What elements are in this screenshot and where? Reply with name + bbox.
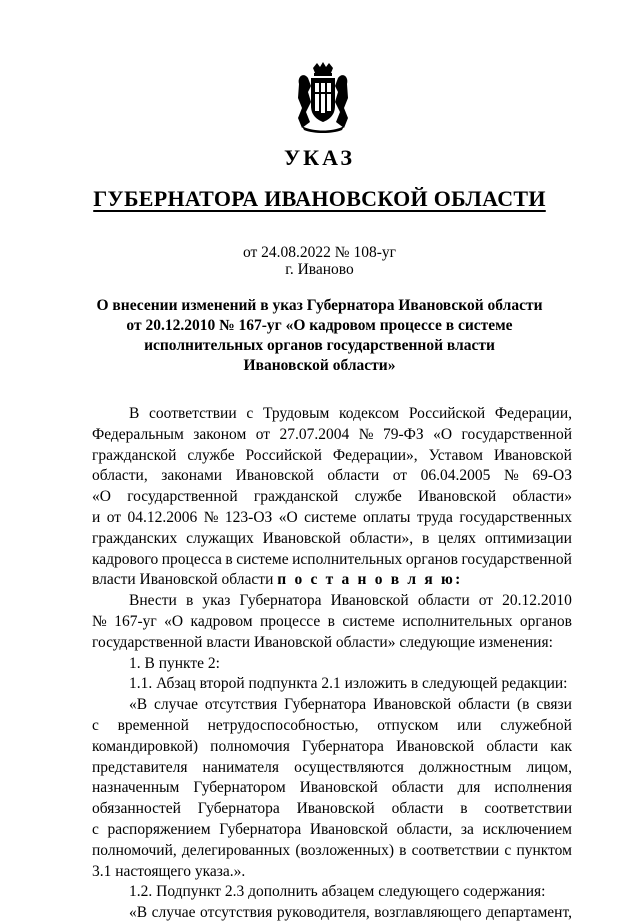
body-line: 3.1 настоящего указа.». xyxy=(92,862,246,880)
body-line: гражданских служащих Ивановской области», в целях оптимизации xyxy=(92,529,572,547)
body-line: полномочий, делегированных (возложенных) в соответствии с пунктом xyxy=(92,841,572,859)
document-date-number: от 24.08.2022 № 108-уг xyxy=(242,244,396,261)
body-line: 1.2. Подпункт 2.3 дополнить абзацем следующего содержания: xyxy=(129,883,546,901)
document-city: г. Иваново xyxy=(285,261,354,278)
document-type: УКАЗ xyxy=(283,145,356,170)
body-line: представителя нанимателя осуществляются должностным лицом, xyxy=(92,758,572,776)
body-line: области, законами Ивановской области от 06.04.2005 № 69-ОЗ xyxy=(92,467,572,485)
body-line: Федеральным законом от 27.07.2004 № 79-ФЗ «О государственной xyxy=(92,425,572,443)
heading-line: от 20.12.2010 № 167-уг «О кадровом процессе в системе xyxy=(126,317,513,334)
heading-line: исполнительных органов государственной власти xyxy=(144,337,495,354)
heading-line: О внесении изменений в указ Губернатора Ивановской области xyxy=(96,297,543,314)
body-line: кадрового процесса в системе исполнительных органов государственной xyxy=(92,550,572,568)
body-line: Внести в указ Губернатора Ивановской области от 20.12.2010 xyxy=(129,592,572,610)
date-block xyxy=(0,244,639,278)
body-line: обязанностей Губернатора Ивановской области в соответствии xyxy=(92,800,572,818)
body-line: «О государственной гражданской службе Ивановской области» xyxy=(92,488,572,506)
body-line: с распоряжением Губернатора Ивановской области, за исключением xyxy=(92,820,572,838)
body-line-text: власти Ивановской области xyxy=(92,571,274,589)
document-heading xyxy=(60,296,579,376)
decree-word: п о с т а н о в л я ю: xyxy=(277,571,463,589)
body-line: № 167-уг «О кадровом процессе в системе исполнительных органов xyxy=(92,612,572,630)
body-line: 1. В пункте 2: xyxy=(129,654,220,672)
body-line: и от 04.12.2006 № 123-ОЗ «О системе оплаты труда государственных xyxy=(92,508,572,526)
heading-line: Ивановской области» xyxy=(243,357,396,374)
body-line: В соответствии с Трудовым кодексом Российской Федерации, xyxy=(129,405,572,422)
body-line: 1.1. Абзац второй подпункта 2.1 изложить в следующей редакции: xyxy=(129,675,568,693)
document-body xyxy=(92,404,572,924)
issuing-authority: ГУБЕРНАТОРА ИВАНОВСКОЙ ОБЛАСТИ xyxy=(93,186,546,211)
body-line: «В случае отсутствия Губернатора Ивановской области (в связи xyxy=(129,696,572,714)
body-line: командировкой) полномочия Губернатора Ивановской области как xyxy=(92,737,572,755)
body-line-with-decree-word xyxy=(92,570,572,591)
coat-of-arms-emblem-icon xyxy=(296,62,350,134)
body-line: назначенным Губернатором Ивановской области для исполнения xyxy=(92,779,572,797)
body-line: с временной нетрудоспособностью, отпуском или служебной xyxy=(92,716,572,734)
body-line: гражданской службе Российской Федерации», Уставом Ивановской xyxy=(92,446,572,464)
body-line: государственной власти Ивановской области» следующие изменения: xyxy=(92,633,553,651)
body-line: «В случае отсутствия руководителя, возглавляющего департамент, xyxy=(129,904,572,922)
